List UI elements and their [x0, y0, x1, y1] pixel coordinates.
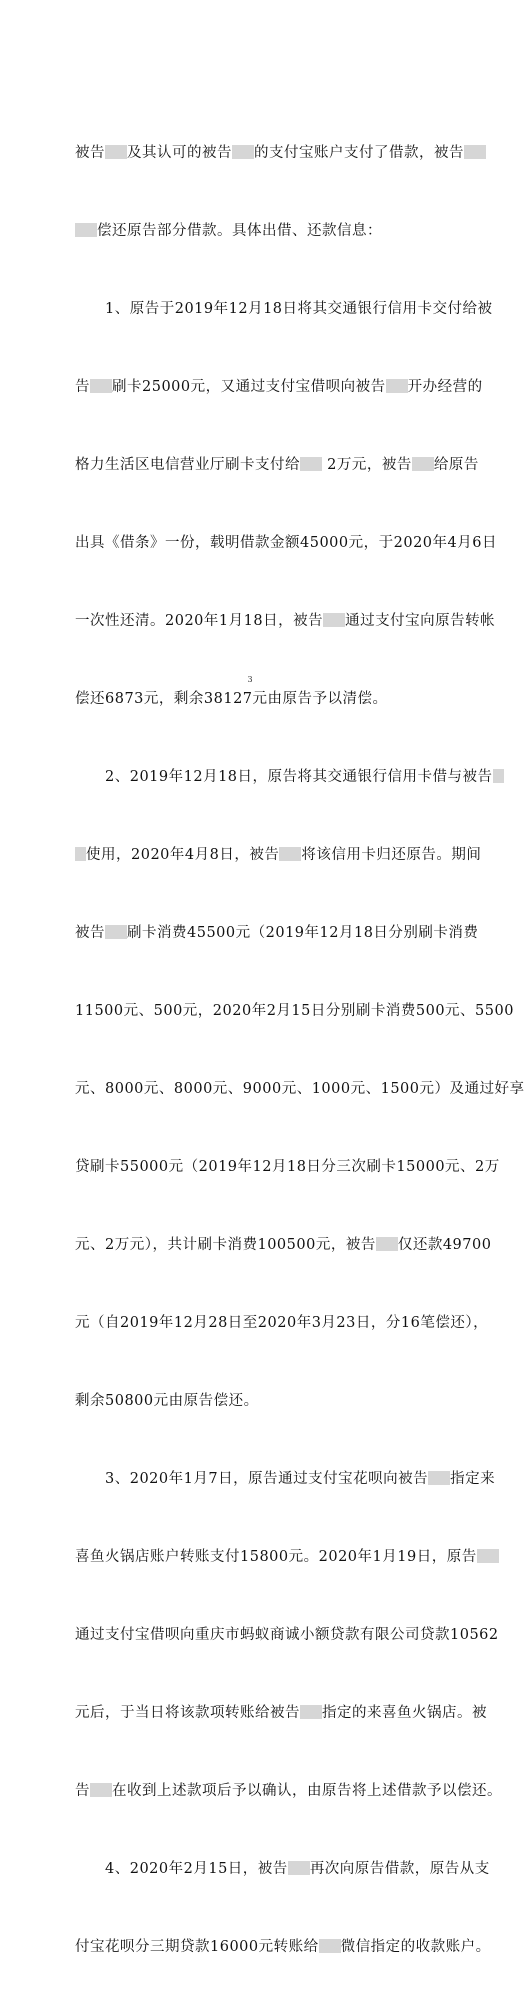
- redaction-box: [477, 1549, 499, 1563]
- redaction-box: [232, 145, 254, 159]
- text-line: 2、2019年12月18日，原告将其交通银行信用卡借与被告: [75, 764, 455, 790]
- text-line: 出具《借条》一份，载明借款金额45000元，于2020年4月6日: [75, 535, 497, 551]
- text-line: 1、原告于2019年12月18日将其交通银行信用卡交付给被: [75, 301, 493, 317]
- redaction-box: [412, 457, 434, 471]
- redaction-box: [300, 1705, 322, 1719]
- redaction-box: [323, 613, 345, 627]
- text-line: 格力生活区电信营业厅刷卡支付给 2万元，被告 给原告: [75, 457, 479, 473]
- text-line: 11500元、500元，2020年2月15日分别刷卡消费500元、5500: [75, 1003, 514, 1019]
- text-line: 元、2万元），共计刷卡消费100500元，被告 仅还款49700: [75, 1237, 492, 1253]
- text-line: 使用，2020年4月8日，被告 将该信用卡归还原告。期间: [75, 842, 455, 868]
- redaction-box: [386, 379, 408, 393]
- text-line: 贷刷卡55000元（2019年12月18日分三次刷卡15000元、2万: [75, 1159, 500, 1175]
- text-line: 元、8000元、8000元、9000元、1000元、1500元）及通过好享: [75, 1081, 525, 1097]
- redaction-box: [90, 1783, 112, 1797]
- text-line: 元后，于当日将该款项转账给被告 指定的来喜鱼火锅店。被: [75, 1705, 487, 1721]
- redaction-box: [105, 925, 127, 939]
- text-line: 通过支付宝借呗向重庆市蚂蚁商诚小额贷款有限公司贷款10562: [75, 1627, 499, 1643]
- text-line: 剩余50800元由原告偿还。: [75, 1393, 259, 1409]
- redaction-box: [75, 847, 86, 861]
- redaction-box: [90, 379, 112, 393]
- redaction-box: [75, 223, 97, 237]
- redaction-box: [279, 847, 301, 861]
- text-line: 告 在收到上述款项后予以确认，由原告将上述借款予以偿还。: [75, 1783, 502, 1799]
- document-body: [75, 88, 525, 2012]
- text-line: 付宝花呗分三期贷款16000元转账给 微信指定的收款账户。: [75, 1939, 491, 1955]
- redaction-box: [300, 457, 322, 471]
- text-line: 偿还原告部分借款。具体出借、还款信息：: [75, 218, 455, 244]
- text-line: 被告 刷卡消费45500元（2019年12月18日分别刷卡消费: [75, 925, 479, 941]
- redaction-box: [428, 1471, 450, 1485]
- text-line: 元（自2019年12月28日至2020年3月23日，分16笔偿还），: [75, 1315, 489, 1331]
- text-line: 4、2020年2月15日，被告 再次向原告借款，原告从支: [75, 1861, 490, 1877]
- redaction-box: [493, 769, 504, 783]
- page-number: 3: [247, 675, 253, 684]
- text-line: 3、2020年1月7日，原告通过支付宝花呗向被告 指定来: [75, 1471, 496, 1487]
- text-line: 被告 及其认可的被告 的支付宝账户支付了借款，被告: [75, 140, 455, 166]
- text-line: 偿还6873元，剩余38127元由原告予以清偿。: [75, 691, 388, 707]
- text-line: 告 刷卡25000元，又通过支付宝借呗向被告 开办经营的: [75, 379, 483, 395]
- redaction-box: [288, 1861, 310, 1875]
- text-line: 一次性还清。2020年1月18日，被告 通过支付宝向原告转帐: [75, 613, 496, 629]
- text-line: 喜鱼火锅店账户转账支付15800元。2020年1月19日，原告: [75, 1544, 455, 1570]
- redaction-box: [105, 145, 127, 159]
- redaction-box: [464, 145, 486, 159]
- redaction-box: [376, 1237, 398, 1251]
- redaction-box: [319, 1939, 341, 1953]
